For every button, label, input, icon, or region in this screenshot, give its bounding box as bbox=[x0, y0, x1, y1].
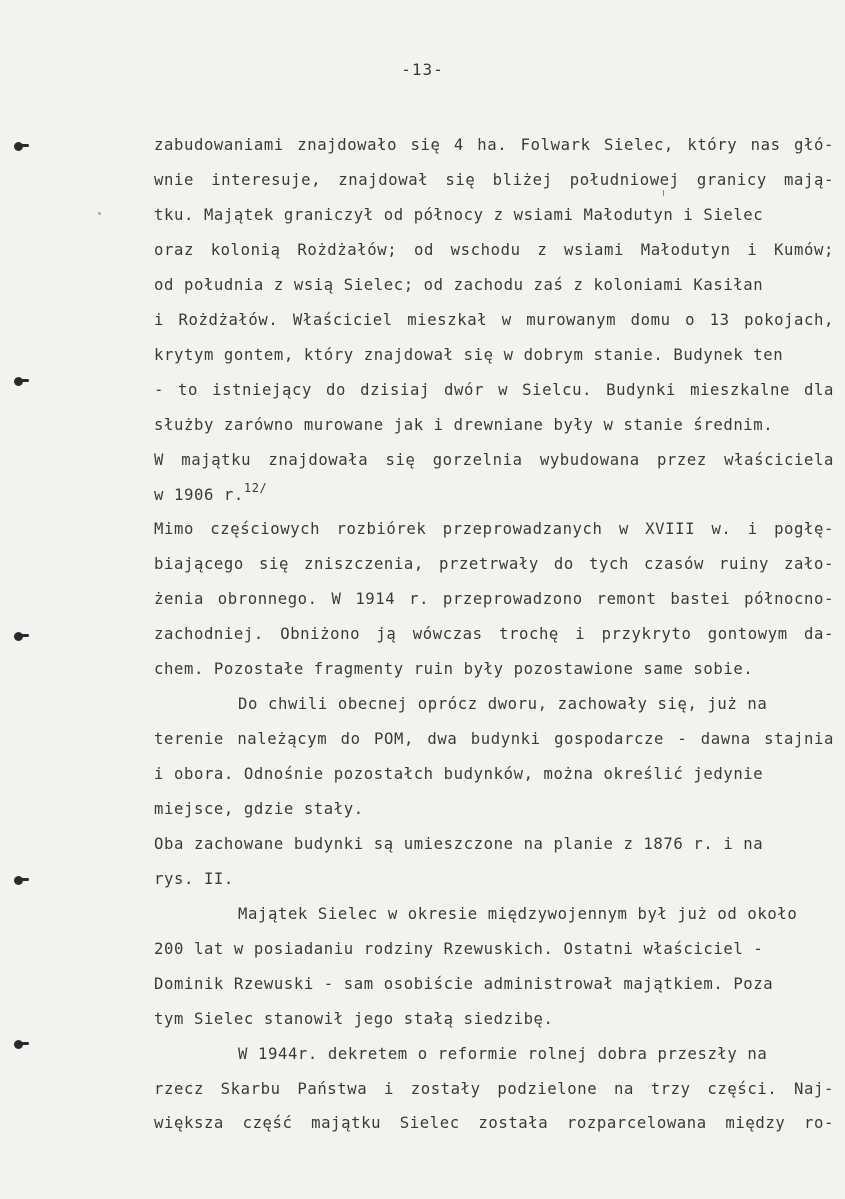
text-line bbox=[238, 694, 834, 714]
text-line-content: żenia obronnego. W 1914 r. przeprowadzono remont bastei północno- bbox=[154, 590, 834, 608]
text-line bbox=[238, 904, 834, 924]
text-line-content: zabudowaniami znajdowało się 4 ha. Folwark Sielec, który nas głó- bbox=[154, 136, 834, 154]
text-line bbox=[154, 659, 834, 679]
text-line bbox=[154, 624, 834, 644]
text-line bbox=[154, 729, 834, 749]
text-line-content: miejsce, gdzie stały. bbox=[154, 800, 364, 818]
text-line bbox=[154, 135, 834, 155]
text-line bbox=[238, 1044, 834, 1064]
text-line-content: terenie należącym do POM, dwa budynki gospodarcze - dawna stajnia bbox=[154, 730, 834, 748]
text-line-content: Oba zachowane budynki są umieszczone na planie z 1876 r. i na bbox=[154, 835, 764, 853]
text-line bbox=[154, 240, 834, 260]
text-line-content: oraz kolonią Rożdżałów; od wschodu z wsiami Małodutyn i Kumów; bbox=[154, 241, 834, 259]
text-line bbox=[154, 481, 834, 505]
text-line bbox=[154, 345, 834, 365]
text-line-content: rzecz Skarbu Państwa i zostały podzielone na trzy części. Naj- bbox=[154, 1080, 834, 1098]
text-line-content: 200 lat w posiadaniu rodziny Rzewuskich. Ostatni właściciel - bbox=[154, 940, 764, 958]
text-line bbox=[154, 974, 834, 994]
text-line bbox=[154, 450, 834, 470]
text-line bbox=[154, 1009, 834, 1029]
text-line-content: chem. Pozostałe fragmenty ruin były pozostawione same sobie. bbox=[154, 660, 754, 678]
text-line bbox=[154, 764, 834, 784]
text-line-content: Do chwili obecnej oprócz dworu, zachowały się, już na bbox=[238, 695, 768, 713]
text-line-content: tku. Majątek graniczył od północy z wsiami Małodutyn i Sielec bbox=[154, 206, 764, 224]
text-line-content: i obora. Odnośnie pozostałch budynków, można określić jedynie bbox=[154, 765, 764, 783]
text-line-content: W 1944r. dekretem o reformie rolnej dobra przeszły na bbox=[238, 1045, 768, 1063]
text-line bbox=[154, 799, 834, 819]
text-line-content: tym Sielec stanowił jego stałą siedzibę. bbox=[154, 1010, 554, 1028]
text-line bbox=[154, 1113, 834, 1133]
text-line bbox=[154, 275, 834, 295]
text-line bbox=[154, 519, 834, 539]
text-line bbox=[154, 1079, 834, 1099]
text-line-content: Dominik Rzewuski - sam osobiście administrował majątkiem. Poza bbox=[154, 975, 774, 993]
text-line-content: W majątku znajdowała się gorzelnia wybudowana przez właściciela bbox=[154, 451, 834, 469]
text-line-content: - to istniejący do dzisiaj dwór w Sielcu. Budynki mieszkalne dla bbox=[154, 381, 834, 399]
text-line-content: i Rożdżałów. Właściciel mieszkał w murowanym domu o 13 pokojach, bbox=[154, 311, 834, 329]
text-line-content: od południa z wsią Sielec; od zachodu zaś z koloniami Kasiłan bbox=[154, 276, 764, 294]
footnote-ref: 12/ bbox=[243, 481, 268, 495]
text-line bbox=[154, 380, 834, 400]
text-line-content: zachodniej. Obniżono ją wówczas trochę i przykryto gontowym da- bbox=[154, 625, 834, 643]
text-line bbox=[154, 834, 834, 854]
text-line bbox=[154, 554, 834, 574]
text-line-content: Mimo częściowych rozbiórek przeprowadzanych w XVIII w. i pogłę- bbox=[154, 520, 834, 538]
text-line bbox=[154, 589, 834, 609]
text-line bbox=[154, 869, 834, 889]
text-line-content: w 1906 r. bbox=[154, 486, 244, 504]
text-line-content: Majątek Sielec w okresie międzywojennym był już od około bbox=[238, 905, 798, 923]
text-line bbox=[154, 939, 834, 959]
text-line bbox=[154, 170, 834, 190]
text-line-content: rys. II. bbox=[154, 870, 234, 888]
text-line bbox=[154, 415, 834, 435]
text-line-content: biającego się zniszczenia, przetrwały do tych czasów ruiny zało- bbox=[154, 555, 834, 573]
text-line-content: krytym gontem, który znajdował się w dobrym stanie. Budynek ten bbox=[154, 346, 784, 364]
text-line-content: służby zarówno murowane jak i drewniane były w stanie średnim. bbox=[154, 416, 774, 434]
text-line-content: większa część majątku Sielec została rozparcelowana między ro- bbox=[154, 1114, 834, 1132]
text-line-content: wnie interesuje, znajdował się bliżej południowej granicy mają- bbox=[154, 171, 834, 189]
text-line bbox=[154, 310, 834, 330]
page-number: -13- bbox=[401, 60, 444, 79]
text-line bbox=[154, 205, 834, 225]
